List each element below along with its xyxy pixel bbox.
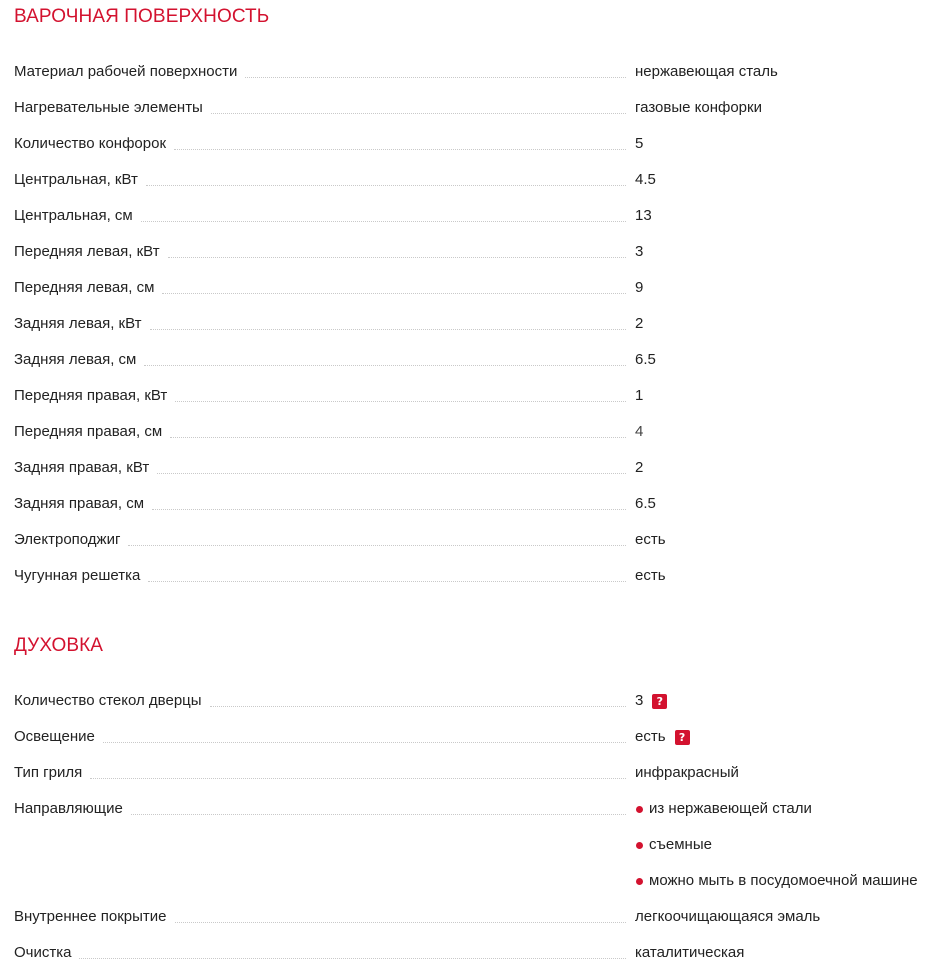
spec-label: [14, 415, 626, 441]
spec-label: [14, 271, 626, 297]
spec-row: [14, 936, 943, 972]
spec-row-guides: [14, 792, 943, 828]
section-title-cooktop: ВАРОЧНАЯ ПОВЕРХНОСТЬ: [14, 6, 270, 27]
spec-label: [14, 343, 626, 369]
spec-row: [14, 487, 943, 523]
spec-row: [14, 559, 943, 595]
spec-label-text: Направляющие: [14, 800, 131, 818]
spec-label-text: Чугунная решетка: [14, 567, 148, 585]
dotted-leader: [90, 778, 626, 779]
dotted-leader: [168, 257, 626, 258]
spec-value: 6.5: [635, 495, 656, 512]
bullet-dot-icon: [636, 806, 643, 813]
spec-row: [14, 343, 943, 379]
spec-value: есть: [635, 567, 666, 584]
bullet-dot-icon: [636, 878, 643, 885]
spec-row: [14, 451, 943, 487]
spec-label: [14, 91, 626, 117]
spec-label: [14, 379, 626, 405]
spec-label: [14, 523, 626, 549]
bullet-text: из нержавеющей стали: [649, 800, 812, 817]
spec-label-text: Очистка: [14, 944, 79, 962]
spec-label-text: Центральная, кВт: [14, 171, 146, 189]
dotted-leader: [245, 77, 626, 78]
spec-value: газовые конфорки: [635, 99, 762, 116]
bullet-dot-icon: [636, 842, 643, 849]
dotted-leader: [103, 742, 626, 743]
spec-row: [14, 307, 943, 343]
spec-label: [14, 199, 626, 225]
spec-value: 13: [635, 207, 652, 224]
spec-label: [14, 307, 626, 333]
spec-row: [14, 127, 943, 163]
spec-label-text: Нагревательные элементы: [14, 99, 211, 117]
spec-value-with-help: [635, 728, 690, 746]
section-title-oven: ДУХОВКА: [14, 635, 104, 656]
spec-value: 1: [635, 387, 644, 404]
spec-label: [14, 127, 626, 153]
spec-row: [14, 91, 943, 127]
dotted-leader: [131, 814, 626, 815]
spec-row: [14, 720, 943, 756]
spec-value: 4.5: [635, 171, 656, 188]
spec-label: [14, 487, 626, 513]
spec-value-text: 3: [635, 692, 644, 709]
spec-label-text: Освещение: [14, 728, 103, 746]
bullet-item: [635, 836, 712, 854]
question-mark-icon[interactable]: ?: [675, 730, 690, 745]
spec-row: [14, 55, 943, 91]
spec-row: [14, 163, 943, 199]
spec-row-guides-cont: [14, 864, 943, 900]
spec-row: [14, 756, 943, 792]
spec-value: 9: [635, 279, 644, 296]
spec-row: [14, 271, 943, 307]
spec-row: [14, 523, 943, 559]
spec-label-text: Материал рабочей поверхности: [14, 63, 245, 81]
spec-label-text: Центральная, см: [14, 207, 141, 225]
spec-label: [14, 756, 626, 782]
dotted-leader: [157, 473, 626, 474]
spec-row: [14, 900, 943, 936]
question-mark-icon[interactable]: ?: [652, 694, 667, 709]
spec-value: 2: [635, 315, 644, 332]
spec-row: [14, 379, 943, 415]
spec-label: [14, 451, 626, 477]
spec-value-text: есть: [635, 728, 666, 745]
spec-label: [14, 559, 626, 585]
spec-value: 6.5: [635, 351, 656, 368]
spec-label: [14, 235, 626, 261]
spec-label-text: Количество стекол дверцы: [14, 692, 210, 710]
spec-label-text: Передняя левая, см: [14, 279, 162, 297]
spec-label-text: Внутреннее покрытие: [14, 908, 175, 926]
spec-value: легкоочищающаяся эмаль: [635, 908, 821, 925]
dotted-leader: [152, 509, 626, 510]
spec-label: [14, 792, 626, 818]
dotted-leader: [146, 185, 626, 186]
bullet-item: [635, 872, 918, 890]
dotted-leader: [148, 581, 626, 582]
spec-value: 4: [635, 423, 644, 440]
spec-label: [14, 936, 626, 962]
spec-label-text: Передняя правая, кВт: [14, 387, 175, 405]
spec-label-text: Задняя правая, см: [14, 495, 152, 513]
specs-page: [14, 0, 943, 972]
bullet-item: [635, 800, 812, 818]
spec-label-text: Передняя правая, см: [14, 423, 170, 441]
spec-row: [14, 684, 943, 720]
spec-label-text: Задняя правая, кВт: [14, 459, 157, 477]
section-oven: [14, 635, 943, 972]
dotted-leader: [144, 365, 626, 366]
spec-label: [14, 163, 626, 189]
spec-label-text: Тип гриля: [14, 764, 90, 782]
spec-value: 2: [635, 459, 644, 476]
spec-value: есть: [635, 531, 666, 548]
spec-value-with-help: [635, 692, 667, 710]
spec-list-oven: [14, 684, 943, 972]
spec-value: 3: [635, 243, 644, 260]
dotted-leader: [175, 922, 626, 923]
dotted-leader: [210, 706, 626, 707]
bullet-text: можно мыть в посудомоечной машине: [649, 872, 918, 889]
spec-row-guides-cont: [14, 828, 943, 864]
spec-label: [14, 900, 626, 926]
spec-value: каталитическая: [635, 944, 745, 961]
bullet-text: съемные: [649, 836, 712, 853]
spec-row: [14, 199, 943, 235]
spec-label-text: Количество конфорок: [14, 135, 174, 153]
spec-row: [14, 415, 943, 451]
dotted-leader: [128, 545, 626, 546]
spec-label-text: Задняя левая, см: [14, 351, 144, 369]
dotted-leader: [170, 437, 626, 438]
spec-label: [14, 684, 626, 710]
spec-label-text: Электроподжиг: [14, 531, 128, 549]
spec-list-cooktop: [14, 55, 943, 595]
dotted-leader: [211, 113, 626, 114]
spec-value: нержавеющая сталь: [635, 63, 778, 80]
spec-row: [14, 235, 943, 271]
spec-label-text: Передняя левая, кВт: [14, 243, 168, 261]
spec-value: 5: [635, 135, 644, 152]
section-cooktop: [14, 0, 943, 595]
spec-value: инфракрасный: [635, 764, 739, 781]
dotted-leader: [174, 149, 626, 150]
dotted-leader: [79, 958, 626, 959]
dotted-leader: [141, 221, 626, 222]
dotted-leader: [150, 329, 627, 330]
dotted-leader: [162, 293, 626, 294]
spec-label: [14, 55, 626, 81]
spec-label-text: Задняя левая, кВт: [14, 315, 150, 333]
dotted-leader: [175, 401, 626, 402]
spec-label: [14, 720, 626, 746]
